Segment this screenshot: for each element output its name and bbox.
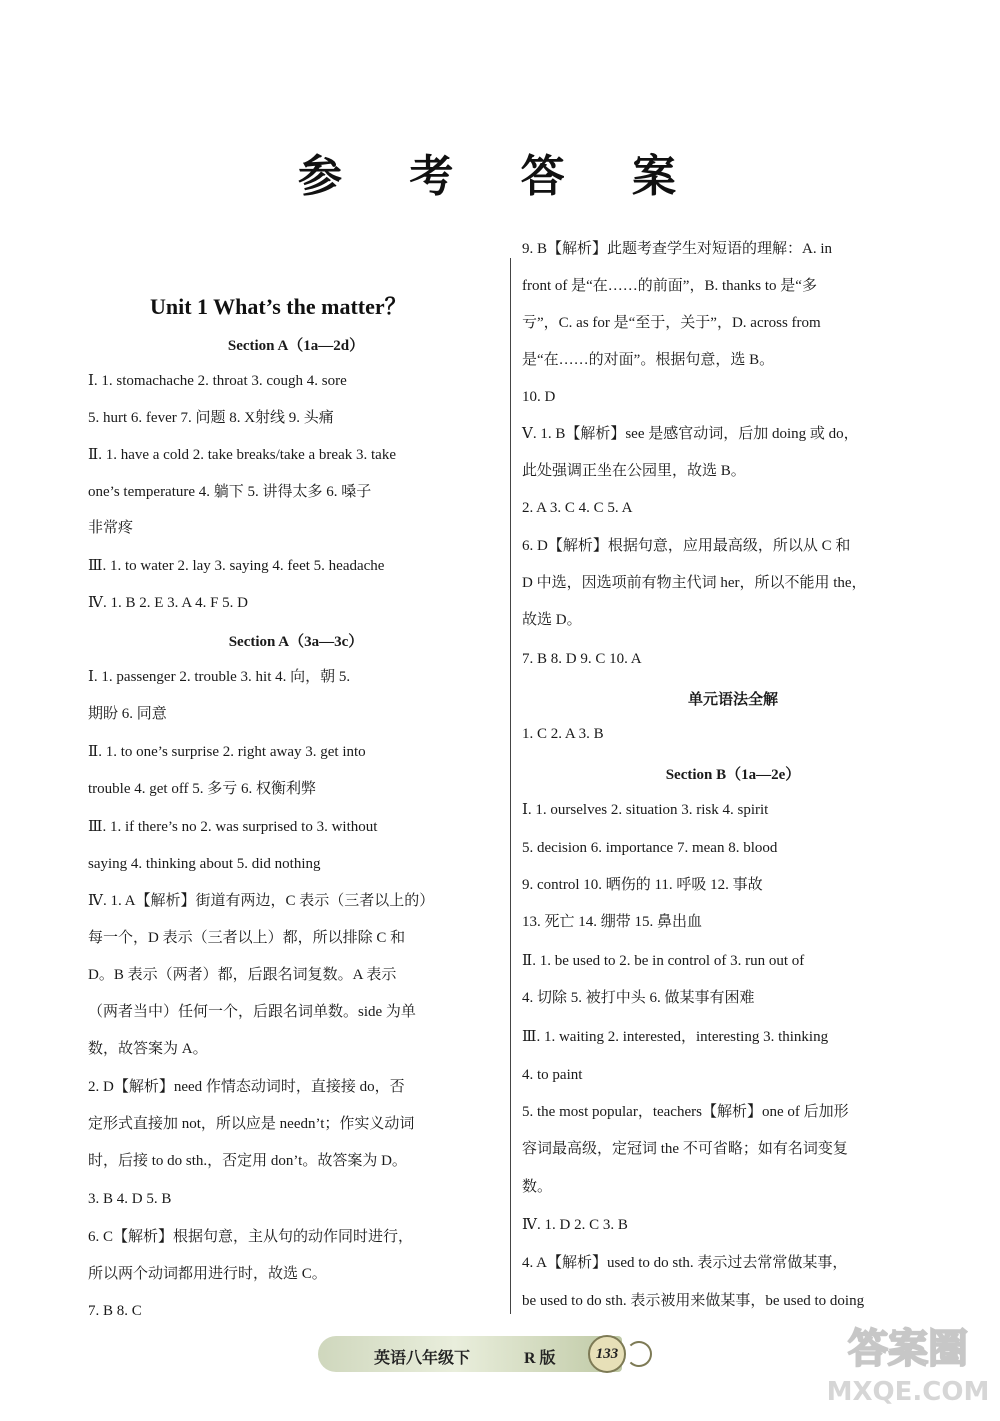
section-grammar: 单元语法全解 (687, 690, 778, 708)
left-answer-line: 期盼 6. 同意 (88, 706, 167, 722)
section-b-1a-2e: Section B（1a—2e） (665, 767, 801, 783)
right-answer-line: 4. 切除 5. 被打中头 6. 做某事有困难 (522, 990, 755, 1006)
watermark-line1: 答案圈 (848, 1326, 968, 1372)
left-answer-line: Ⅲ. 1. to water 2. lay 3. saying 4. feet 5. headache (88, 558, 385, 574)
left-answer-line: D。B 表示（两者）都，后跟名词复数。A 表示 (88, 967, 397, 983)
left-answer-line: one’s temperature 4. 躺下 5. 讲得太多 6. 嗓子 (88, 484, 372, 500)
right-answer-line: 10. D (522, 389, 556, 405)
right-answer-line: 6. D【解析】根据句意，应用最高级，所以从 C 和 (522, 538, 851, 554)
left-answer-line: Ⅱ. 1. to one’s surprise 2. right away 3. get into (88, 744, 366, 760)
footer-book-title: 英语八年级下 (374, 1348, 471, 1367)
left-answer-line: 7. B 8. C (88, 1303, 142, 1319)
footer-version: R 版 (524, 1350, 556, 1367)
left-answer-line: 时，后接 to do sth.，否定用 don’t。故答案为 D。 (88, 1153, 407, 1169)
left-answer-line: 定形式直接加 not，所以应是 needn’t；作实义动词 (88, 1116, 415, 1132)
right-answer-line: Ⅴ. 1. B【解析】see 是感官动词，后加 doing 或 do， (522, 426, 859, 442)
right-answer-line: 故选 D。 (522, 612, 582, 628)
left-answer-line: 所以两个动词都用进行时，故选 C。 (88, 1266, 327, 1282)
right-answer-line: 此处强调正坐在公园里，故选 B。 (522, 463, 746, 479)
watermark-logo (826, 1316, 990, 1410)
left-answer-line: Ⅳ. 1. B 2. E 3. A 4. F 5. D (88, 595, 249, 611)
right-answer-line: 数。 (522, 1179, 553, 1195)
right-answer-line: 容词最高级，定冠词 the 不可省略；如有名词变复 (522, 1141, 848, 1157)
right-answer-line: 5. the most popular，teachers【解析】one of 后加形 (522, 1104, 849, 1120)
right-answer-line: Ⅰ. 1. ourselves 2. situation 3. risk 4. spirit (522, 802, 769, 818)
left-answer-line: 数，故答案为 A。 (88, 1041, 208, 1057)
left-answer-line: Ⅱ. 1. have a cold 2. take breaks/take a break 3. take (88, 447, 396, 463)
left-answer-line: 5. hurt 6. fever 7. 问题 8. X射线 9. 头痛 (88, 410, 334, 426)
right-answer-line: be used to do sth. 表示被用来做某事，be used to doing (522, 1293, 865, 1309)
left-answer-line: 6. C【解析】根据句意，主从句的动作同时进行， (88, 1229, 414, 1245)
right-answer-line: 7. B 8. D 9. C 10. A (522, 651, 642, 667)
left-answer-line: 2. D【解析】need 作情态动词时，直接接 do，否 (88, 1079, 405, 1095)
page-title: 参 考 答 案 (298, 151, 702, 202)
left-answer-line: Ⅲ. 1. if there’s no 2. was surprised to 3. without (88, 819, 378, 835)
watermark-line2: MXQE.COM (826, 1377, 990, 1407)
decorative-curl-icon (626, 1341, 652, 1367)
left-answer-line: Ⅰ. 1. passenger 2. trouble 3. hit 4. 向，朝 5. (88, 669, 351, 685)
left-answer-line: 每一个，D 表示（三者以上）都，所以排除 C 和 (88, 930, 406, 946)
section-a-3a-3c: Section A（3a—3c） (228, 634, 364, 650)
right-answer-line: Ⅳ. 1. D 2. C 3. B (522, 1217, 628, 1233)
section-a-1a-2d: Section A（1a—2d） (227, 338, 365, 354)
right-answer-line: 亏”，C. as for 是“至于，关于”，D. across from (522, 315, 821, 331)
left-answer-line: 非常疼 (88, 520, 134, 536)
left-answer-line: （两者当中）任何一个，后跟名词单数。side 为单 (88, 1004, 416, 1020)
right-answer-line: 是“在……的对面”。根据句意，选 B。 (522, 352, 775, 368)
right-answer-line: 9. control 10. 晒伤的 11. 呼吸 12. 事故 (522, 877, 763, 893)
right-answer-line: 5. decision 6. importance 7. mean 8. blood (522, 840, 778, 856)
unit-title: Unit 1 What’s the matter？ (150, 294, 407, 319)
right-answer-line: 9. B【解析】此题考查学生对短语的理解：A. in (522, 241, 833, 257)
page-number: 133 (588, 1335, 626, 1373)
column-divider (510, 258, 511, 1314)
right-answer-line: 4. A【解析】used to do sth. 表示过去常常做某事， (522, 1255, 848, 1271)
right-answer-line: 4. to paint (522, 1067, 583, 1083)
right-answer-line: Ⅲ. 1. waiting 2. interested，interesting 3. thinking (522, 1029, 829, 1045)
right-answer-line: front of 是“在……的前面”，B. thanks to 是“多 (522, 278, 817, 294)
right-answer-line: 1. C 2. A 3. B (522, 726, 604, 742)
left-answer-line: Ⅰ. 1. stomachache 2. throat 3. cough 4. sore (88, 373, 347, 389)
left-answer-line: Ⅳ. 1. A【解析】街道有两边，C 表示（三者以上的） (88, 893, 435, 909)
right-answer-line: 13. 死亡 14. 绷带 15. 鼻出血 (522, 914, 703, 930)
right-answer-line: Ⅱ. 1. be used to 2. be in control of 3. run out of (522, 953, 805, 969)
right-answer-line: D 中选，因选项前有物主代词 her，所以不能用 the， (522, 575, 867, 591)
left-answer-line: 3. B 4. D 5. B (88, 1191, 172, 1207)
left-answer-line: trouble 4. get off 5. 多亏 6. 权衡利弊 (88, 781, 317, 797)
right-answer-line: 2. A 3. C 4. C 5. A (522, 500, 633, 516)
left-answer-line: saying 4. thinking about 5. did nothing (88, 856, 321, 872)
